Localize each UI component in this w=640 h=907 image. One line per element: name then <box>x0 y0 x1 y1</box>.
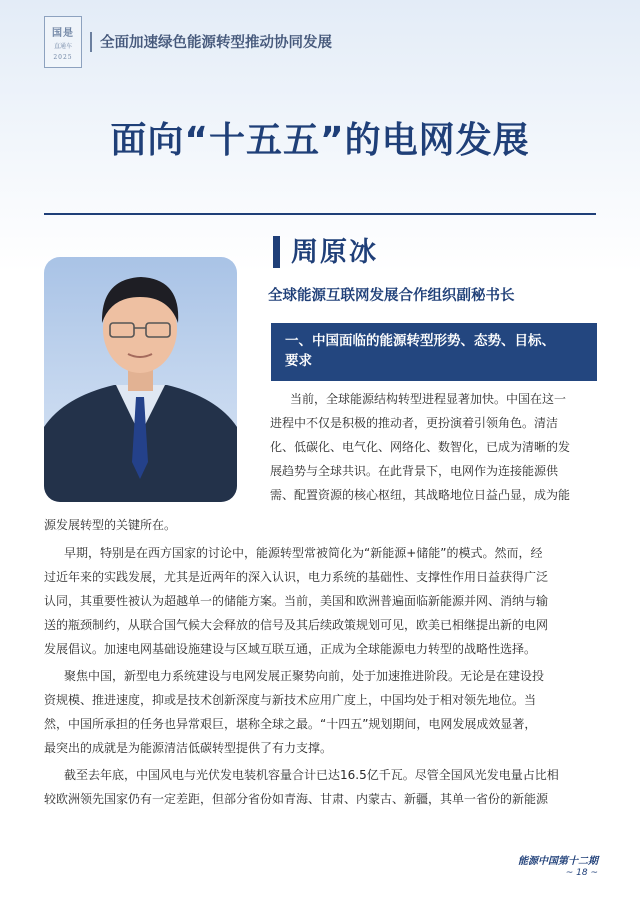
body-line: 进程中不仅是积极的推动者，更扮演着引领角色。清洁 <box>270 416 559 430</box>
body-line: 发展倡议。加速电网基础设施建设与区域互联互通，正成为全球能源电力转型的战略性选择。 <box>44 642 537 656</box>
body-line: 早期，特别是在西方国家的讨论中，能源转型常被简化为“新能源+储能”的模式。然而，经 <box>64 546 543 560</box>
body-line: 当前，全球能源结构转型进程显著加快。中国在这一 <box>290 392 567 406</box>
title-divider <box>44 213 596 215</box>
author-title: 全球能源互联网发展合作组织副秘书长 <box>268 288 515 304</box>
body-line: 送的瓶颈制约，从联合国气候大会释放的信号及其后续政策规划可见，欧美已相继提出新的电网 <box>44 618 549 632</box>
page-number: ~ 18 ~ <box>565 868 598 878</box>
body-line: 资规模、推进速度，抑或是技术创新深度与新技术应用广度上，中国均处于相对领先地位。当 <box>44 693 537 707</box>
author-accent-bar <box>273 236 280 268</box>
logo-name: 国是 <box>52 27 74 39</box>
section-heading <box>271 323 597 381</box>
author-photo <box>44 257 237 502</box>
section-heading-line: 一、中国面临的能源转型形势、态势、目标、 <box>285 333 555 349</box>
body-line: 截至去年底，中国风电与光伏发电装机容量合计已达16.5亿千瓦。尽管全国风光发电量占比相 <box>64 768 559 782</box>
body-line: 较欧洲领先国家仍有一定差距，但部分省份如青海、甘肃、内蒙古、新疆，其单一省份的新能源 <box>44 792 549 806</box>
body-line: 展趋势与全球共识。在此背景下，电网作为连接能源供 <box>270 464 559 478</box>
body-line: 源发展转型的关键所在。 <box>44 518 177 532</box>
body-line: 认同，其重要性被认为超越单一的储能方案。当前，美国和欧洲普遍面临新能源并网、消纳与输 <box>44 594 549 608</box>
body-line: 聚焦中国，新型电力系统建设与电网发展正聚势向前，处于加速推进阶段。无论是在建设投 <box>64 669 545 683</box>
logo-year: 2025 <box>53 53 73 61</box>
body-line: 需、配置资源的核心枢纽，其战略地位日益凸显，成为能 <box>270 488 571 502</box>
header-title: 全面加速绿色能源转型推动协同发展 <box>100 35 332 51</box>
author-name: 周原冰 <box>291 237 378 268</box>
article-title: 面向“十五五”的电网发展 <box>110 120 530 161</box>
body-line: 然，中国所承担的任务也异常艰巨，堪称全球之最。“十四五”规划期间，电网发展成效显著， <box>44 717 537 731</box>
logo-subtitle: 直通车 <box>53 42 72 50</box>
header-divider <box>90 32 92 52</box>
author-portrait-illustration <box>44 257 237 502</box>
footer-magazine: 能源中国第十二期 <box>518 856 598 867</box>
body-line: 最突出的成就是为能源清洁低碳转型提供了有力支撑。 <box>44 741 333 755</box>
body-line: 化、低碳化、电气化、网络化、数智化，已成为清晰的发 <box>270 440 571 454</box>
publication-logo <box>44 16 82 68</box>
section-heading-line: 要求 <box>285 353 312 369</box>
body-line: 过近年来的实践发展，尤其是近两年的深入认识，电力系统的基础性、支撑性作用日益获得广泛 <box>44 570 549 584</box>
